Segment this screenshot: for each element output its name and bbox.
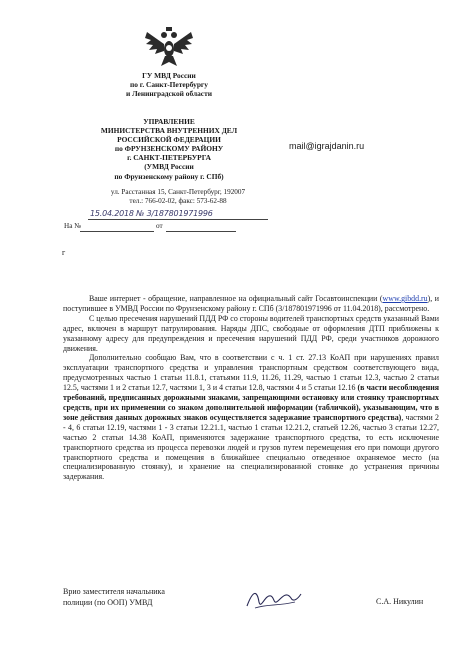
body-paragraph-2 <box>63 314 439 354</box>
paragraph-text: Ваше интернет - обращение, направленное на официальный сайт Госавтоинспекции ( <box>89 294 383 303</box>
handwritten-registration: 15.04.2018 № 3/187801971996 <box>90 209 213 218</box>
handwritten-signature-icon <box>243 586 303 612</box>
signatory-position <box>63 586 165 608</box>
address-phone: тел.: 766-02-02, факс: 573-62-88 <box>129 197 227 205</box>
corner-mark: г <box>62 248 66 257</box>
incoming-date-line <box>166 231 236 232</box>
department-line: МИНИСТЕРСТВА ВНУТРЕННИХ ДЕЛ <box>100 126 238 136</box>
incoming-date-label: от <box>156 222 163 230</box>
registration-underline <box>88 219 268 220</box>
paragraph-text: , частями 2 - 4, 6 статьи 12.19, частями 1 - 3 статьи 12.21.1, частью 1 статьи 12.21.2, статьей 12.26, частью 3 статьи 12.27, частью 2 статьи 14.38 КоАП, применяются задержание транспортного средства, то есть исключение транспортного средства из процесса перевозки людей и грузов путем перемещения его при помощи другого транспортного средства и помещения в ближайшее специально отведенное охраняемое место (на специализированную стоянку), и хранение на специализированной стоянке до устранения причины задержания. <box>63 412 440 482</box>
department-line: (УМВД России <box>144 162 194 172</box>
department-line: по ФРУНЗЕНСКОМУ РАЙОНУ <box>114 144 224 154</box>
authority-line: ГУ МВД России <box>142 71 196 80</box>
eagle-emblem-icon <box>143 24 195 68</box>
letter-body <box>63 294 439 482</box>
body-paragraph-1 <box>63 294 439 314</box>
paragraph-text: Дополнительно сообщаю Вам, что в соответствии с ч. 1 ст. 27.13 КоАП при нарушениях правил эксплуатации транспортного средства и управления транспортным средством соответствующего вида, предусмотренных частью 1 статьи 11.8.1, статьями 11.9, 11.26, 11.29, частью 1 статьи 12.3, частью 2 статьи 12.5, частями 1 и 2 статьи 12.7, частями 1, 3 и 4 статьи 12.8, частями 4 и 5 статьи 12.16 <box>63 353 439 393</box>
position-line: полиции (по ООП) УМВД <box>63 598 153 607</box>
authority-header <box>58 71 280 98</box>
gibdd-link[interactable]: www.gibdd.ru <box>382 294 428 303</box>
authority-line: по г. Санкт-Петербургу <box>130 80 208 90</box>
incoming-number-line <box>80 231 154 232</box>
position-line: Врио заместителя начальника <box>63 587 165 596</box>
department-line: по Фрунзенскому району г. СПб) <box>114 171 224 181</box>
department-line: УПРАВЛЕНИЕ <box>143 117 195 126</box>
address-street: ул. Расстанная 15, Санкт-Петербург, 192007 <box>110 188 246 196</box>
authority-line: и Ленинградской области <box>126 89 212 99</box>
office-address <box>88 188 268 206</box>
body-paragraph-3 <box>63 353 439 482</box>
department-line: г. САНКТ-ПЕТЕРБУРГА <box>127 153 211 163</box>
paragraph-text: С целью пресечения нарушений ПДД РФ со стороны водителей транспортных средств указанный Вами адрес, включен в маршрут патрулирования. Наряды ДПС, свободные от оформления ДТП приближены к указанному адресу для предупреждения и пресечения нарушений ПДД РФ, среди участников дорожного движения. <box>63 313 439 353</box>
bold-clause: (в части несоблюдения требований, предписанных дорожными знаками, запрещающими остановку или стоянку транспортных средств, при их применении со знаком дополнительной информации (табличкой), указывающим, что в зоне действия данных дорожных знаков осуществляется задержание транспортного средства) <box>63 383 440 422</box>
department-line: РОССИЙСКОЙ ФЕДЕРАЦИИ <box>117 135 221 145</box>
paragraph-text: ), и поступившее в УМВД России по Фрунзенскому району г. СПб (3/187801971996 от 11.04.2018), рассмотрено. <box>63 294 440 313</box>
signatory-name: С.А. Никулин <box>376 597 424 606</box>
incoming-number-label: На № <box>64 222 82 230</box>
recipient-email: mail@igrajdanin.ru <box>289 141 365 151</box>
department-header <box>58 117 280 181</box>
